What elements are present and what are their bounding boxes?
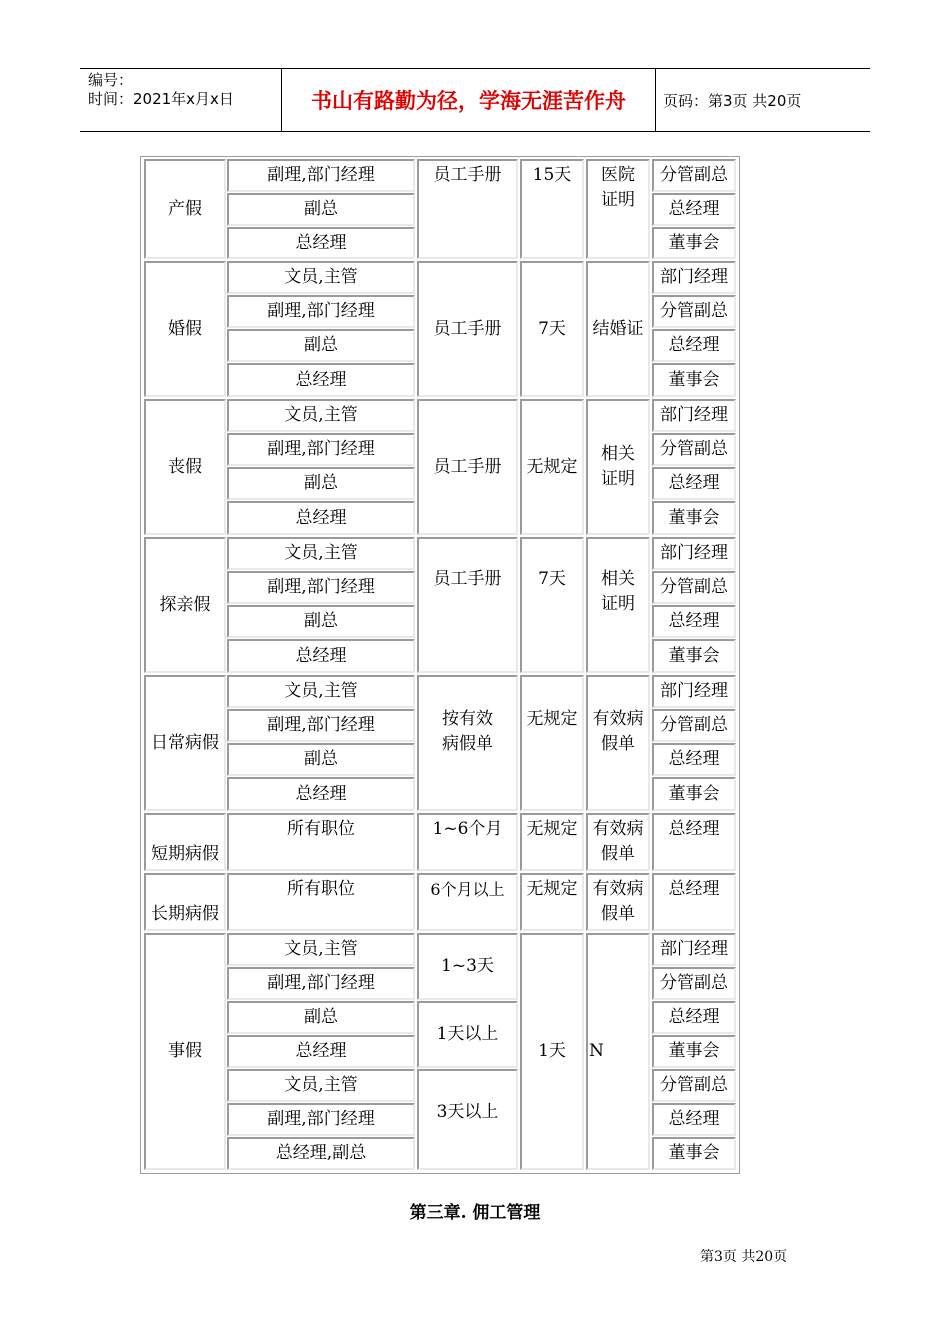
approver-cell: 总经理 <box>652 1001 736 1034</box>
leave-table <box>140 156 740 1174</box>
position-cell: 副理,部门经理 <box>227 159 415 192</box>
position-cell: 总经理 <box>227 363 415 397</box>
approver-cell: 总经理 <box>652 193 736 226</box>
header-page-info: 页码：第3页 共20页 <box>663 91 802 110</box>
header-divider <box>655 69 656 131</box>
approver-cell: 董事会 <box>652 363 736 397</box>
days-cell: 7天 <box>520 537 584 673</box>
basis-cell: 1~3天 <box>417 933 518 1000</box>
approver-cell: 总经理 <box>652 873 736 931</box>
approver-cell: 董事会 <box>652 1035 736 1068</box>
basis-cell: 员工手册 <box>417 159 518 259</box>
position-cell: 副总 <box>227 1001 415 1034</box>
proof-cell: 有效病假单 <box>586 813 650 871</box>
leave-type-cell: 日常病假 <box>144 675 226 811</box>
leave-type-cell <box>144 159 226 259</box>
leave-type-cell: 长期病假 <box>144 873 226 931</box>
position-cell: 总经理 <box>227 777 415 811</box>
leave-type-label: 产假 <box>168 198 202 219</box>
position-cell: 副理,部门经理 <box>227 967 415 1000</box>
approver-cell: 部门经理 <box>652 261 736 294</box>
position-cell: 所有职位 <box>227 873 415 931</box>
approver-cell: 总经理 <box>652 467 736 500</box>
basis-cell: 6个月以上 <box>417 873 518 931</box>
position-cell: 文员,主管 <box>227 537 415 570</box>
approver-cell: 部门经理 <box>652 537 736 570</box>
position-cell: 文员,主管 <box>227 675 415 708</box>
position-cell: 所有职位 <box>227 813 415 871</box>
leave-type-cell: 探亲假 <box>144 537 226 673</box>
days-cell: 15天 <box>520 159 584 259</box>
proof-cell: 相关证明 <box>586 537 650 673</box>
approver-cell: 分管副总 <box>652 159 736 192</box>
position-cell: 总经理 <box>227 227 415 259</box>
basis-cell: 按有效病假单 <box>417 675 518 811</box>
position-cell: 副总 <box>227 193 415 226</box>
approver-cell: 总经理 <box>652 605 736 638</box>
leave-type-cell: 事假 <box>144 933 226 1170</box>
approver-cell: 分管副总 <box>652 295 736 328</box>
proof-cell: 有效病假单 <box>586 873 650 931</box>
basis-cell: 员工手册 <box>417 261 518 397</box>
position-cell: 副理,部门经理 <box>227 295 415 328</box>
days-cell: 无规定 <box>520 813 584 871</box>
position-cell: 文员,主管 <box>227 399 415 432</box>
header-motto: 书山有路勤为径，学海无涯苦作舟 <box>311 89 626 113</box>
approver-cell: 董事会 <box>652 1137 736 1170</box>
position-cell: 文员,主管 <box>227 261 415 294</box>
approver-cell: 董事会 <box>652 227 736 259</box>
proof-cell: N <box>586 933 650 1170</box>
leave-type-cell: 婚假 <box>144 261 226 397</box>
approver-cell: 总经理 <box>652 329 736 362</box>
days-cell: 无规定 <box>520 675 584 811</box>
position-cell: 副理,部门经理 <box>227 571 415 604</box>
doc-time-label: 时间：2021年x月x日 <box>88 90 234 108</box>
days-cell: 1天 <box>520 933 584 1170</box>
approver-cell: 分管副总 <box>652 967 736 1000</box>
header-meta <box>88 71 283 109</box>
position-cell: 总经理 <box>227 1035 415 1068</box>
doc-number-label: 编号： <box>88 71 134 89</box>
days-cell: 无规定 <box>520 873 584 931</box>
document-header <box>80 68 870 132</box>
days-cell: 7天 <box>520 261 584 397</box>
position-cell: 副理,部门经理 <box>227 709 415 742</box>
page-footer: 第3页 共20页 <box>700 1249 788 1265</box>
position-cell: 副理,部门经理 <box>227 433 415 466</box>
approver-cell: 总经理 <box>652 1103 736 1136</box>
approver-cell: 董事会 <box>652 639 736 673</box>
position-cell: 副总 <box>227 605 415 638</box>
position-cell: 副理,部门经理 <box>227 1103 415 1136</box>
approver-cell: 分管副总 <box>652 1069 736 1102</box>
position-cell: 总经理,副总 <box>227 1137 415 1170</box>
approver-cell: 分管副总 <box>652 571 736 604</box>
basis-cell: 3天以上 <box>417 1069 518 1170</box>
leave-type-cell: 丧假 <box>144 399 226 535</box>
approver-cell: 董事会 <box>652 501 736 535</box>
position-cell: 文员,主管 <box>227 933 415 966</box>
position-cell: 文员,主管 <box>227 1069 415 1102</box>
position-cell: 副总 <box>227 467 415 500</box>
proof-cell: 医院证明 <box>586 159 650 259</box>
approver-cell: 分管副总 <box>652 709 736 742</box>
leave-type-cell: 短期病假 <box>144 813 226 871</box>
basis-cell: 员工手册 <box>417 537 518 673</box>
position-cell: 副总 <box>227 743 415 776</box>
basis-cell: 1天以上 <box>417 1001 518 1068</box>
basis-cell: 员工手册 <box>417 399 518 535</box>
position-cell: 总经理 <box>227 639 415 673</box>
basis-cell: 1~6个月 <box>417 813 518 871</box>
approver-cell: 总经理 <box>652 743 736 776</box>
chapter-title: 第三章. 佣工管理 <box>409 1203 541 1223</box>
position-cell: 副总 <box>227 329 415 362</box>
approver-cell: 部门经理 <box>652 399 736 432</box>
proof-cell: 有效病假单 <box>586 675 650 811</box>
proof-cell: 相关证明 <box>586 399 650 535</box>
proof-cell: 结婚证 <box>586 261 650 397</box>
approver-cell: 总经理 <box>652 813 736 871</box>
approver-cell: 部门经理 <box>652 675 736 708</box>
days-cell: 无规定 <box>520 399 584 535</box>
approver-cell: 分管副总 <box>652 433 736 466</box>
approver-cell: 董事会 <box>652 777 736 811</box>
approver-cell: 部门经理 <box>652 933 736 966</box>
position-cell: 总经理 <box>227 501 415 535</box>
